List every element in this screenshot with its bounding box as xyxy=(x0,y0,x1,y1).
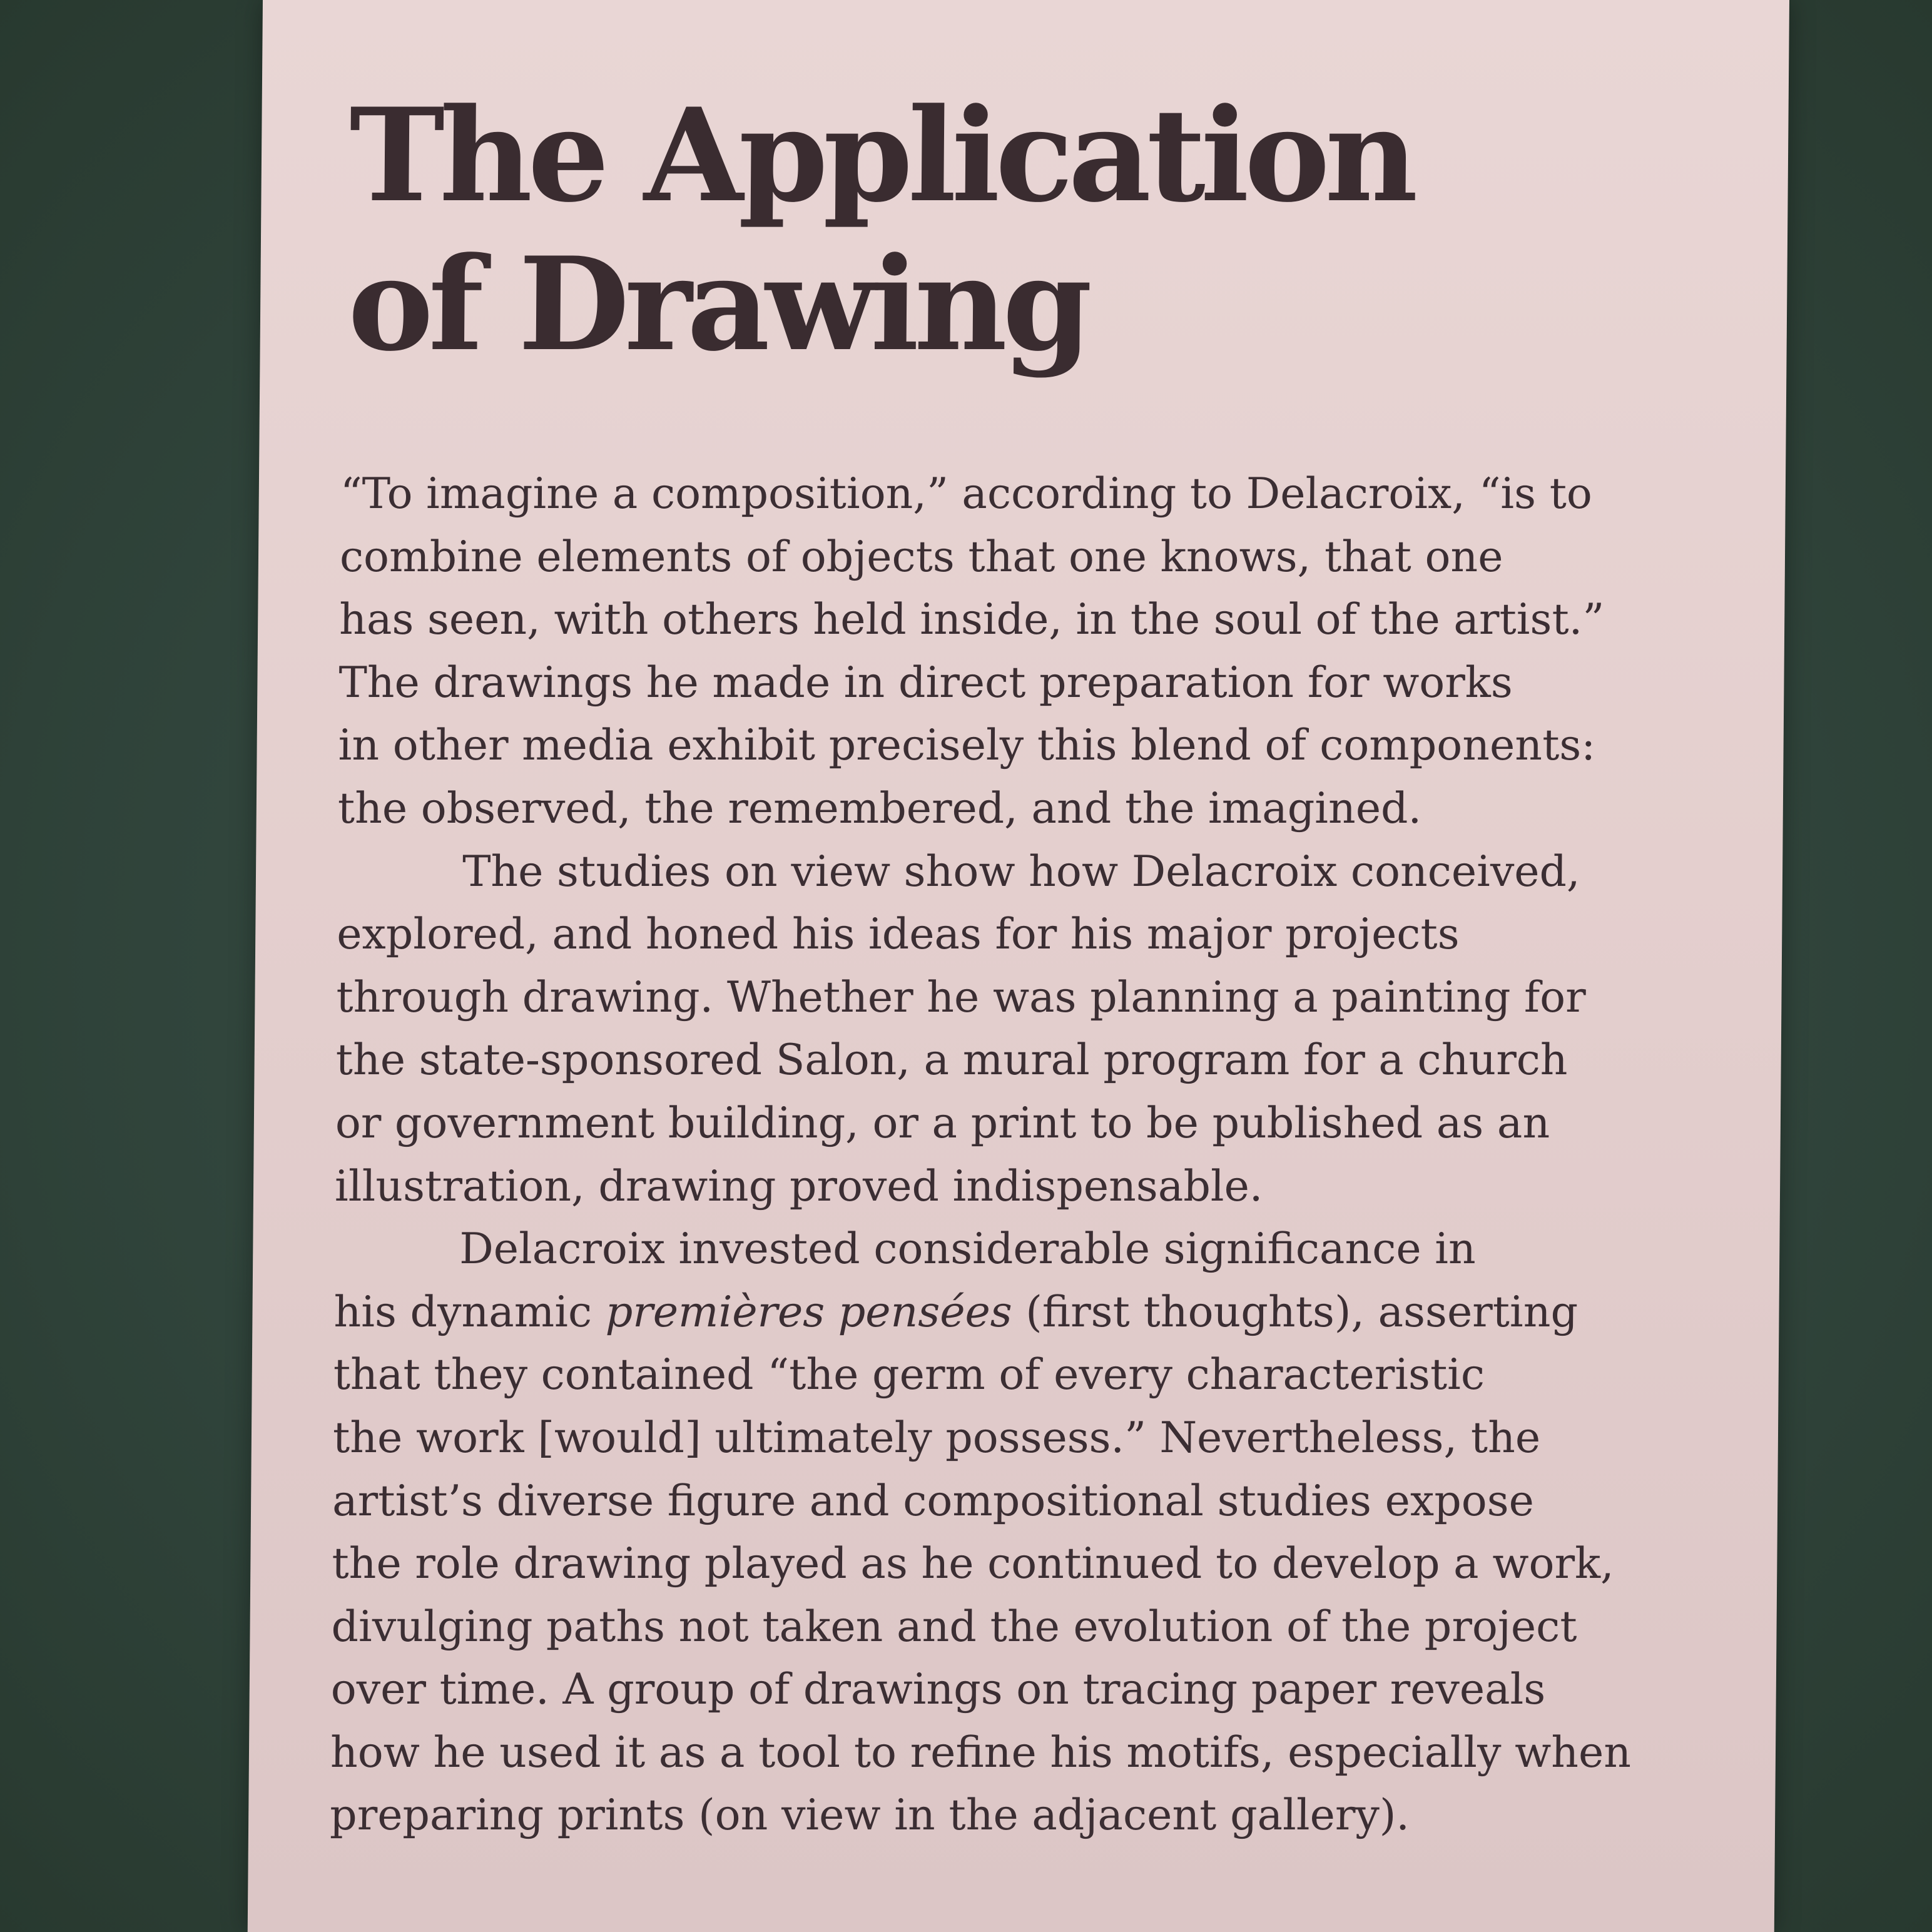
paragraph-line: has seen, with others held inside, in the soul of the artist.” xyxy=(338,595,1605,645)
title-line-2: of Drawing xyxy=(347,230,1088,380)
paragraph-line: Delacroix invested considerable significance in xyxy=(459,1224,1477,1274)
text-segment: (first thoughts), asserting xyxy=(1012,1287,1579,1337)
paragraph-line-with-italic xyxy=(333,1281,1761,1345)
paragraph-line: divulging paths not taken and the evolution of the project xyxy=(331,1602,1577,1652)
paragraph-line: the work [would] ultimately possess.” Nevertheless, the xyxy=(332,1413,1541,1463)
paragraph-line: the role drawing played as he continued to develop a work, xyxy=(332,1539,1615,1589)
paragraph-line: illustration, drawing proved indispensable. xyxy=(334,1161,1263,1211)
paragraph-line: the state-sponsored Salon, a mural program for a church xyxy=(335,1035,1568,1085)
paragraph-line: The drawings he made in direct preparation for works xyxy=(338,658,1513,708)
wall-text-panel xyxy=(248,0,1789,1932)
title-line-1: The Application xyxy=(348,81,1414,231)
paragraph-line: or government building, or a print to be published as an xyxy=(335,1098,1550,1148)
paragraph-line: explored, and honed his ideas for his major projects xyxy=(336,910,1460,960)
paragraph-2 xyxy=(335,841,1764,1219)
paragraph-3 xyxy=(330,1218,1761,1848)
italic-french-phrase: premières pensées xyxy=(605,1287,1012,1337)
paragraph-1 xyxy=(337,463,1767,841)
paragraph-line: artist’s diverse figure and compositional studies expose xyxy=(332,1476,1535,1526)
paragraph-line: how he used it as a tool to refine his motifs, especially when xyxy=(330,1727,1632,1777)
panel-title xyxy=(347,81,1664,379)
paragraph-line: combine elements of objects that one knows, that one xyxy=(339,532,1503,582)
paragraph-line: through drawing. Whether he was planning a painting for xyxy=(336,972,1586,1022)
paragraph-line: over time. A group of drawings on tracing paper reveals xyxy=(330,1665,1546,1715)
paragraph-line: in other media exhibit precisely this blend of components: xyxy=(338,721,1596,771)
text-segment: his dynamic xyxy=(333,1287,606,1337)
paragraph-line: the observed, the remembered, and the imagined. xyxy=(337,783,1422,833)
panel-body-text xyxy=(330,463,1767,1848)
paragraph-line: preparing prints (on view in the adjacent gallery). xyxy=(329,1791,1410,1841)
paragraph-line: “To imagine a composition,” according to Delacroix, “is to xyxy=(340,469,1593,519)
paragraph-line: that they contained “the germ of every characteristic xyxy=(333,1350,1485,1400)
paragraph-line: The studies on view show how Delacroix conceived, xyxy=(462,847,1581,897)
